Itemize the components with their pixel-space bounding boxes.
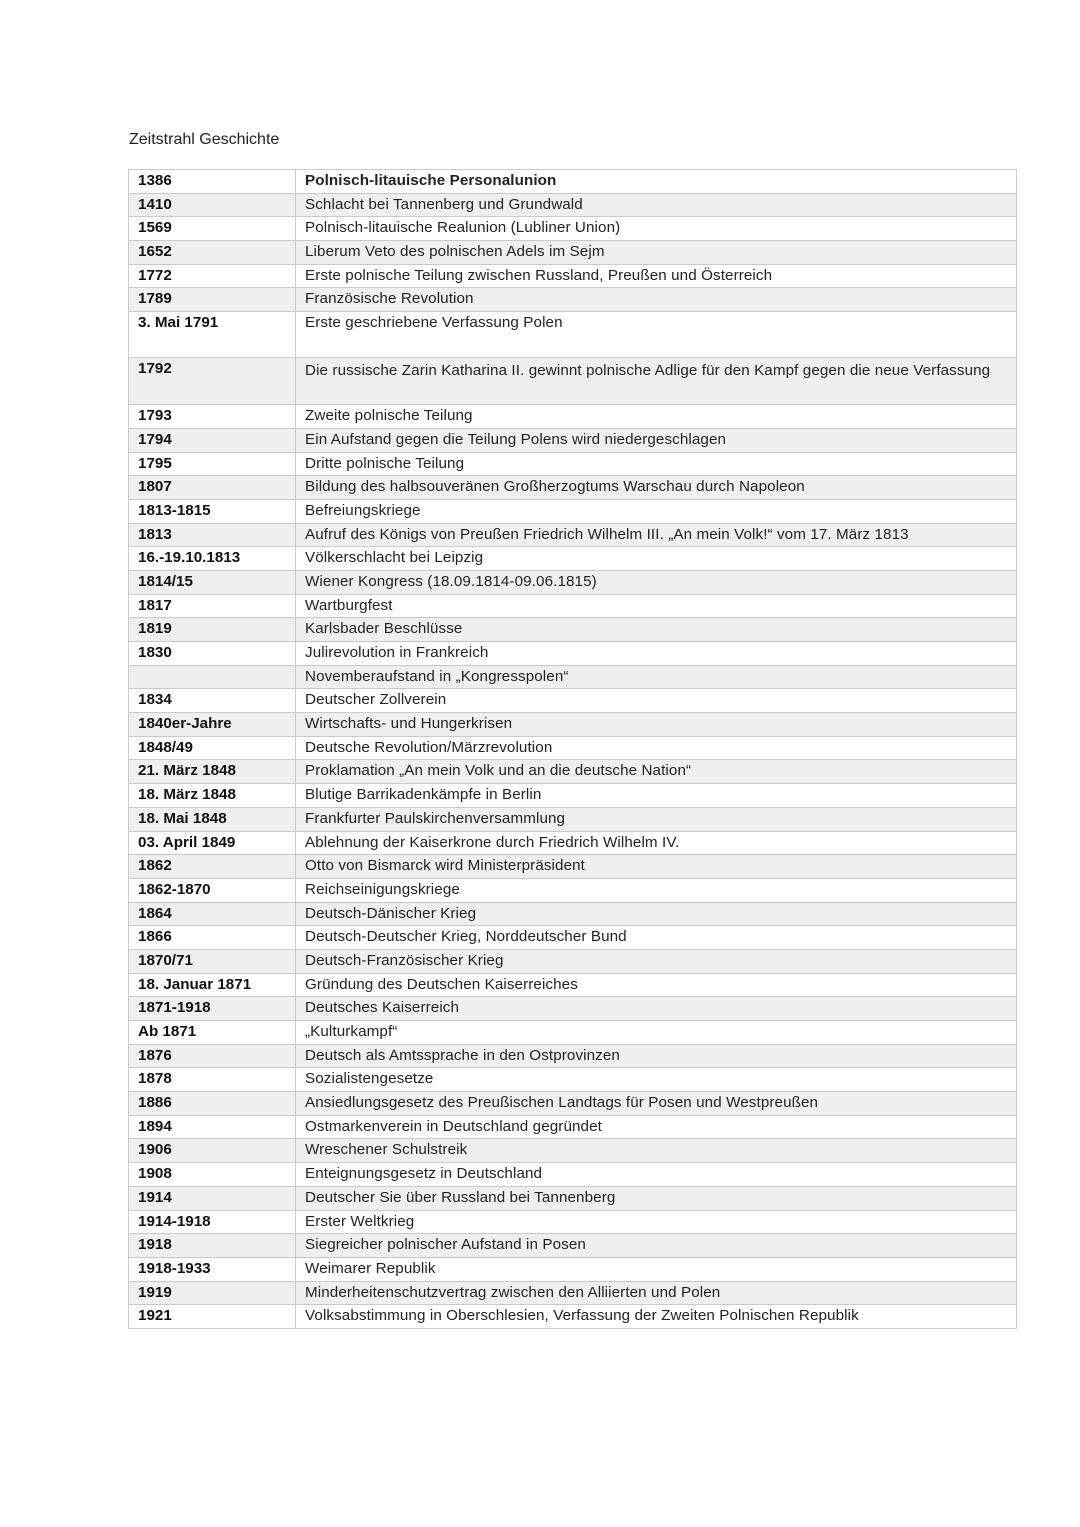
table-row — [129, 1068, 1017, 1092]
timeline-table — [128, 169, 1017, 1329]
row-date: 1870/71 — [129, 949, 296, 973]
row-date: 1814/15 — [129, 570, 296, 594]
table-row — [129, 499, 1017, 523]
row-date: 1848/49 — [129, 736, 296, 760]
row-date: Ab 1871 — [129, 1021, 296, 1045]
table-row — [129, 193, 1017, 217]
row-date: 18. März 1848 — [129, 784, 296, 808]
table-row — [129, 405, 1017, 429]
table-row — [129, 902, 1017, 926]
table-row — [129, 618, 1017, 642]
row-event: Otto von Bismarck wird Ministerpräsident — [296, 855, 1017, 879]
row-date: 1864 — [129, 902, 296, 926]
row-event: Völkerschlacht bei Leipzig — [296, 547, 1017, 571]
row-event: Liberum Veto des polnischen Adels im Sejm — [296, 241, 1017, 265]
row-event: Volksabstimmung in Oberschlesien, Verfassung der Zweiten Polnischen Republik — [296, 1305, 1017, 1329]
table-row — [129, 1186, 1017, 1210]
row-date: 1794 — [129, 428, 296, 452]
table-row — [129, 878, 1017, 902]
row-date: 1793 — [129, 405, 296, 429]
row-date: 1813-1815 — [129, 499, 296, 523]
table-row — [129, 831, 1017, 855]
row-event: Reichseinigungskriege — [296, 878, 1017, 902]
row-event: Novemberaufstand in „Kongresspolen“ — [296, 665, 1017, 689]
table-row — [129, 1257, 1017, 1281]
row-event: Deutsch-Französischer Krieg — [296, 949, 1017, 973]
table-row — [129, 570, 1017, 594]
table-row — [129, 926, 1017, 950]
table-row — [129, 1163, 1017, 1187]
row-event: Deutsch-Deutscher Krieg, Norddeutscher Bund — [296, 926, 1017, 950]
row-event: Deutsches Kaiserreich — [296, 997, 1017, 1021]
row-date: 1795 — [129, 452, 296, 476]
row-date: 1830 — [129, 642, 296, 666]
row-event: Schlacht bei Tannenberg und Grundwald — [296, 193, 1017, 217]
row-event: Ostmarkenverein in Deutschland gegründet — [296, 1115, 1017, 1139]
row-date: 18. Januar 1871 — [129, 973, 296, 997]
row-date: 3. Mai 1791 — [129, 312, 296, 358]
row-event: Französische Revolution — [296, 288, 1017, 312]
table-row — [129, 760, 1017, 784]
table-row — [129, 264, 1017, 288]
row-date: 1813 — [129, 523, 296, 547]
row-event: Enteignungsgesetz in Deutschland — [296, 1163, 1017, 1187]
row-date: 1817 — [129, 594, 296, 618]
row-date: 1894 — [129, 1115, 296, 1139]
timeline-body — [129, 170, 1017, 1329]
row-date: 1807 — [129, 476, 296, 500]
row-date: 18. Mai 1848 — [129, 807, 296, 831]
table-row — [129, 689, 1017, 713]
row-event: Deutsch-Dänischer Krieg — [296, 902, 1017, 926]
table-row — [129, 997, 1017, 1021]
row-event: Deutsch als Amtssprache in den Ostprovinzen — [296, 1044, 1017, 1068]
table-row — [129, 973, 1017, 997]
row-event: Polnisch-litauische Realunion (Lubliner Union) — [296, 217, 1017, 241]
table-row — [129, 736, 1017, 760]
row-event: Julirevolution in Frankreich — [296, 642, 1017, 666]
table-row — [129, 1115, 1017, 1139]
table-row — [129, 949, 1017, 973]
table-row — [129, 547, 1017, 571]
row-date: 1652 — [129, 241, 296, 265]
table-row — [129, 170, 1017, 194]
row-date: 1834 — [129, 689, 296, 713]
row-date: 1914 — [129, 1186, 296, 1210]
table-row — [129, 1210, 1017, 1234]
table-row — [129, 241, 1017, 265]
row-event: Karlsbader Beschlüsse — [296, 618, 1017, 642]
row-date: 1840er-Jahre — [129, 713, 296, 737]
table-row — [129, 288, 1017, 312]
row-date: 1789 — [129, 288, 296, 312]
row-event: Minderheitenschutzvertrag zwischen den Alliierten und Polen — [296, 1281, 1017, 1305]
row-event: Deutscher Zollverein — [296, 689, 1017, 713]
table-row — [129, 452, 1017, 476]
row-date: 1876 — [129, 1044, 296, 1068]
row-date: 1878 — [129, 1068, 296, 1092]
table-row — [129, 642, 1017, 666]
row-event: Frankfurter Paulskirchenversammlung — [296, 807, 1017, 831]
row-event: Wreschener Schulstreik — [296, 1139, 1017, 1163]
row-date: 1792 — [129, 358, 296, 405]
row-date: 1862 — [129, 855, 296, 879]
row-date: 1862-1870 — [129, 878, 296, 902]
row-event: Sozialistengesetze — [296, 1068, 1017, 1092]
row-event: „Kulturkampf“ — [296, 1021, 1017, 1045]
row-date: 1918-1933 — [129, 1257, 296, 1281]
table-row — [129, 523, 1017, 547]
row-date: 16.-19.10.1813 — [129, 547, 296, 571]
table-row — [129, 1092, 1017, 1116]
row-event: Wiener Kongress (18.09.1814-09.06.1815) — [296, 570, 1017, 594]
table-row — [129, 807, 1017, 831]
row-date: 1819 — [129, 618, 296, 642]
row-date: 1919 — [129, 1281, 296, 1305]
row-event: Wartburgfest — [296, 594, 1017, 618]
row-event: Siegreicher polnischer Aufstand in Posen — [296, 1234, 1017, 1258]
table-row — [129, 855, 1017, 879]
row-date: 1386 — [129, 170, 296, 194]
row-date: 1886 — [129, 1092, 296, 1116]
table-row — [129, 1234, 1017, 1258]
row-date: 1866 — [129, 926, 296, 950]
table-row — [129, 713, 1017, 737]
row-event: Proklamation „An mein Volk und an die deutsche Nation“ — [296, 760, 1017, 784]
row-date: 1918 — [129, 1234, 296, 1258]
row-event: Erste polnische Teilung zwischen Russland, Preußen und Österreich — [296, 264, 1017, 288]
page-title: Zeitstrahl Geschichte — [129, 131, 280, 148]
row-event: Erster Weltkrieg — [296, 1210, 1017, 1234]
table-row — [129, 1281, 1017, 1305]
row-event: Weimarer Republik — [296, 1257, 1017, 1281]
row-event: Zweite polnische Teilung — [296, 405, 1017, 429]
row-event: Dritte polnische Teilung — [296, 452, 1017, 476]
row-event: Ansiedlungsgesetz des Preußischen Landtags für Posen und Westpreußen — [296, 1092, 1017, 1116]
row-event: Deutscher Sie über Russland bei Tannenberg — [296, 1186, 1017, 1210]
row-event: Ein Aufstand gegen die Teilung Polens wird niedergeschlagen — [296, 428, 1017, 452]
table-row — [129, 1044, 1017, 1068]
table-row — [129, 665, 1017, 689]
row-date — [129, 665, 296, 689]
table-row — [129, 1021, 1017, 1045]
row-event: Blutige Barrikadenkämpfe in Berlin — [296, 784, 1017, 808]
table-row — [129, 1305, 1017, 1329]
table-row — [129, 1139, 1017, 1163]
row-event: Gründung des Deutschen Kaiserreiches — [296, 973, 1017, 997]
table-row — [129, 312, 1017, 358]
row-date: 21. März 1848 — [129, 760, 296, 784]
table-row — [129, 358, 1017, 405]
row-date: 1908 — [129, 1163, 296, 1187]
table-row — [129, 594, 1017, 618]
table-row — [129, 476, 1017, 500]
row-date: 1772 — [129, 264, 296, 288]
row-event: Befreiungskriege — [296, 499, 1017, 523]
row-event: Ablehnung der Kaiserkrone durch Friedrich Wilhelm IV. — [296, 831, 1017, 855]
row-date: 03. April 1849 — [129, 831, 296, 855]
row-event: Erste geschriebene Verfassung Polen — [296, 312, 1017, 358]
row-date: 1871-1918 — [129, 997, 296, 1021]
row-event: Aufruf des Königs von Preußen Friedrich Wilhelm III. „An mein Volk!“ vom 17. März 1813 — [296, 523, 1017, 547]
row-event: Bildung des halbsouveränen Großherzogtums Warschau durch Napoleon — [296, 476, 1017, 500]
row-date: 1921 — [129, 1305, 296, 1329]
row-date: 1569 — [129, 217, 296, 241]
row-event: Deutsche Revolution/Märzrevolution — [296, 736, 1017, 760]
row-event: Wirtschafts- und Hungerkrisen — [296, 713, 1017, 737]
table-row — [129, 784, 1017, 808]
row-date: 1410 — [129, 193, 296, 217]
row-date: 1906 — [129, 1139, 296, 1163]
row-date: 1914-1918 — [129, 1210, 296, 1234]
table-row — [129, 428, 1017, 452]
table-row — [129, 217, 1017, 241]
row-event: Die russische Zarin Katharina II. gewinnt polnische Adlige für den Kampf gegen die neue Verfassung — [296, 358, 1017, 405]
row-event: Polnisch-litauische Personalunion — [296, 170, 1017, 194]
